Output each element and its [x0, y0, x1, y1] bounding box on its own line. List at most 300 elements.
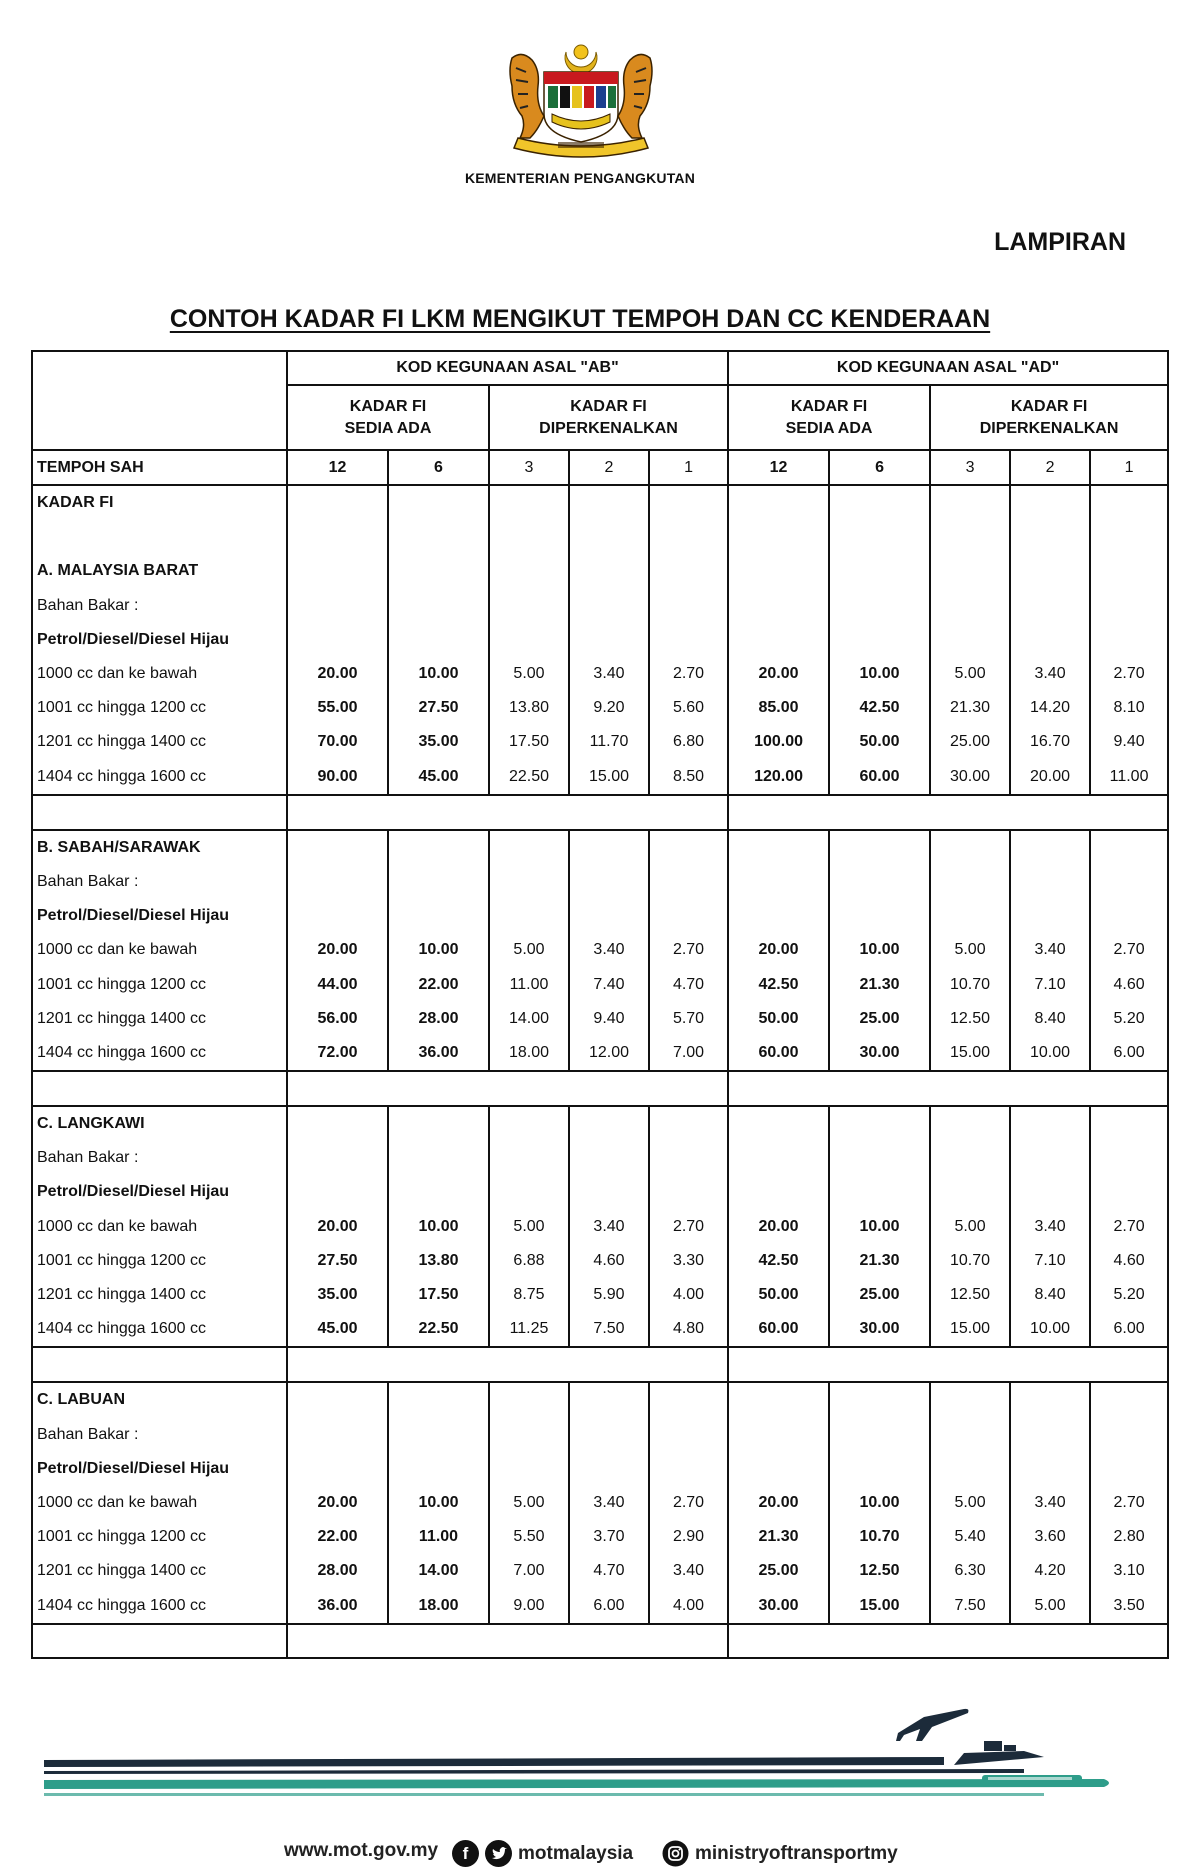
empty-cell — [728, 1106, 829, 1141]
fee-value-cell: 5.20 — [1090, 1002, 1168, 1036]
fee-value-cell: 9.40 — [1090, 725, 1168, 759]
fee-value-cell: 42.50 — [829, 691, 930, 725]
empty-cell — [489, 1141, 569, 1175]
empty-cell — [388, 1175, 489, 1209]
empty-cell — [287, 1141, 388, 1175]
section-info-row — [32, 865, 1168, 899]
fee-value-cell: 2.70 — [649, 1210, 728, 1244]
fee-value-cell: 30.00 — [829, 1312, 930, 1347]
section-info-row — [32, 1418, 1168, 1452]
fee-value-cell: 3.30 — [649, 1244, 728, 1278]
empty-cell — [569, 1106, 649, 1141]
empty-cell — [1090, 899, 1168, 933]
empty-cell — [489, 554, 569, 588]
empty-cell — [1090, 1106, 1168, 1141]
fee-value-cell: 10.00 — [388, 1210, 489, 1244]
facebook-icon[interactable]: f — [452, 1840, 479, 1867]
fee-value-cell: 5.70 — [649, 1002, 728, 1036]
fee-value-cell: 10.70 — [930, 1244, 1010, 1278]
fee-value-cell: 3.40 — [1010, 1486, 1090, 1520]
fee-value-cell: 7.00 — [489, 1554, 569, 1588]
empty-cell — [287, 623, 388, 657]
fee-value-cell: 2.80 — [1090, 1520, 1168, 1554]
fee-rate-table — [31, 350, 1169, 1659]
table-row — [32, 725, 1168, 759]
fee-value-cell: 5.00 — [489, 1210, 569, 1244]
fee-value-cell: 11.70 — [569, 725, 649, 759]
table-row — [32, 1520, 1168, 1554]
fee-value-cell: 45.00 — [388, 760, 489, 795]
empty-cell — [649, 485, 728, 520]
spacer-cell — [728, 1624, 1168, 1658]
fee-value-cell: 3.60 — [1010, 1520, 1090, 1554]
fee-value-cell: 9.00 — [489, 1588, 569, 1623]
fee-value-cell: 70.00 — [287, 725, 388, 759]
empty-cell — [287, 1106, 388, 1141]
fee-value-cell: 21.30 — [829, 1244, 930, 1278]
fee-value-cell: 13.80 — [489, 691, 569, 725]
fee-value-cell: 3.40 — [1010, 657, 1090, 691]
empty-cell — [649, 1382, 728, 1417]
empty-cell — [1090, 865, 1168, 899]
fee-value-cell: 35.00 — [287, 1278, 388, 1312]
empty-cell — [728, 830, 829, 865]
empty-cell — [287, 554, 388, 588]
empty-cell — [930, 589, 1010, 623]
fee-value-cell: 9.20 — [569, 691, 649, 725]
ministry-name: KEMENTERIAN PENGANGKUTAN — [464, 170, 696, 186]
period-cell: 3 — [930, 450, 1010, 485]
empty-cell — [569, 589, 649, 623]
empty-cell — [829, 1175, 930, 1209]
empty-cell — [728, 1382, 829, 1417]
fee-value-cell: 60.00 — [728, 1036, 829, 1071]
empty-cell — [930, 623, 1010, 657]
fee-value-cell: 5.60 — [649, 691, 728, 725]
empty-cell — [829, 1382, 930, 1417]
fee-value-cell: 11.00 — [388, 1520, 489, 1554]
social-handle-text: motmalaysia — [518, 1842, 634, 1864]
period-cell: 12 — [287, 450, 388, 485]
table-row — [32, 1486, 1168, 1520]
fee-value-cell: 4.60 — [1090, 1244, 1168, 1278]
fuel-label: Bahan Bakar : — [32, 865, 287, 899]
fee-value-cell: 2.70 — [1090, 1210, 1168, 1244]
fee-value-cell: 27.50 — [287, 1244, 388, 1278]
spacer-cell — [287, 1624, 728, 1658]
empty-cell — [930, 1418, 1010, 1452]
fuel-type: Petrol/Diesel/Diesel Hijau — [32, 1175, 287, 1209]
section-title: C. LABUAN — [32, 1382, 287, 1417]
fee-value-cell: 2.70 — [1090, 933, 1168, 967]
section-spacer-row — [32, 1071, 1168, 1106]
section-header-row — [32, 1106, 1168, 1141]
fee-value-cell: 3.40 — [649, 1554, 728, 1588]
empty-cell — [489, 865, 569, 899]
fee-value-cell: 2.70 — [649, 933, 728, 967]
fee-value-cell: 12.50 — [930, 1278, 1010, 1312]
cc-range-label: 1404 cc hingga 1600 cc — [32, 1312, 287, 1347]
fee-value-cell: 21.30 — [829, 967, 930, 1001]
fee-value-cell: 10.00 — [388, 657, 489, 691]
empty-cell — [1010, 520, 1090, 554]
empty-cell — [388, 485, 489, 520]
fee-value-cell: 30.00 — [930, 760, 1010, 795]
fee-value-cell: 90.00 — [287, 760, 388, 795]
fee-value-cell: 72.00 — [287, 1036, 388, 1071]
fee-value-cell: 16.70 — [1010, 725, 1090, 759]
fee-value-cell: 60.00 — [829, 760, 930, 795]
website-link[interactable] — [284, 1840, 438, 1862]
ab-sedia-ada-header: KADAR FI SEDIA ADA — [287, 385, 489, 450]
empty-cell — [649, 865, 728, 899]
empty-cell — [569, 554, 649, 588]
empty-cell — [1010, 1418, 1090, 1452]
twitter-icon[interactable] — [485, 1840, 512, 1867]
empty-cell — [728, 899, 829, 933]
empty-cell — [728, 554, 829, 588]
tempoh-sah-row — [32, 450, 1168, 485]
period-cell: 2 — [569, 450, 649, 485]
fee-value-cell: 85.00 — [728, 691, 829, 725]
section-spacer-row — [32, 1347, 1168, 1382]
fee-value-cell: 4.80 — [649, 1312, 728, 1347]
spacer-cell — [32, 1071, 287, 1106]
fee-value-cell: 4.70 — [649, 967, 728, 1001]
fee-value-cell: 55.00 — [287, 691, 388, 725]
fee-value-cell: 5.00 — [930, 657, 1010, 691]
fee-value-cell: 17.50 — [388, 1278, 489, 1312]
table-row — [32, 1278, 1168, 1312]
fee-value-cell: 14.00 — [489, 1002, 569, 1036]
table-row — [32, 1554, 1168, 1588]
empty-cell — [829, 589, 930, 623]
fee-value-cell: 30.00 — [728, 1588, 829, 1623]
fee-value-cell: 22.00 — [388, 967, 489, 1001]
empty-cell — [930, 1141, 1010, 1175]
cc-range-label: 1201 cc hingga 1400 cc — [32, 1554, 287, 1588]
fee-value-cell: 2.90 — [649, 1520, 728, 1554]
fee-value-cell: 3.10 — [1090, 1554, 1168, 1588]
empty-cell — [728, 623, 829, 657]
website-text: www.mot.gov.my — [284, 1840, 439, 1861]
fee-value-cell: 4.20 — [1010, 1554, 1090, 1588]
section-header-row — [32, 1382, 1168, 1417]
fee-value-cell: 8.50 — [649, 760, 728, 795]
fee-value-cell: 27.50 — [388, 691, 489, 725]
train-icon — [982, 1775, 1082, 1783]
spacer-cell — [32, 795, 287, 830]
period-cell: 2 — [1010, 450, 1090, 485]
section-header-row — [32, 485, 1168, 520]
spacer-cell — [287, 1071, 728, 1106]
empty-cell — [1090, 1418, 1168, 1452]
fee-value-cell: 3.40 — [569, 1486, 649, 1520]
period-cell: 6 — [829, 450, 930, 485]
fee-value-cell: 3.40 — [569, 1210, 649, 1244]
empty-cell — [829, 1106, 930, 1141]
empty-cell — [649, 899, 728, 933]
transport-banner-graphic — [44, 1705, 1124, 1805]
empty-cell — [649, 554, 728, 588]
fee-value-cell: 6.00 — [1090, 1036, 1168, 1071]
empty-cell — [489, 1106, 569, 1141]
social-links[interactable] — [452, 1840, 633, 1867]
table-row — [32, 1210, 1168, 1244]
table-row — [32, 1244, 1168, 1278]
fee-value-cell: 45.00 — [287, 1312, 388, 1347]
ad-sedia-ada-header: KADAR FI SEDIA ADA — [728, 385, 930, 450]
fee-value-cell: 18.00 — [489, 1036, 569, 1071]
fee-value-cell: 22.50 — [388, 1312, 489, 1347]
spacer-cell — [32, 1347, 287, 1382]
cc-range-label: 1201 cc hingga 1400 cc — [32, 725, 287, 759]
empty-cell — [930, 554, 1010, 588]
empty-cell — [728, 1175, 829, 1209]
section-info-row — [32, 1141, 1168, 1175]
section-title: B. SABAH/SARAWAK — [32, 830, 287, 865]
empty-cell — [489, 1382, 569, 1417]
fee-value-cell: 21.30 — [930, 691, 1010, 725]
fee-value-cell: 6.00 — [569, 1588, 649, 1623]
empty-cell — [1090, 1382, 1168, 1417]
fee-value-cell: 22.00 — [287, 1520, 388, 1554]
fee-value-cell: 20.00 — [287, 1486, 388, 1520]
empty-cell — [287, 1382, 388, 1417]
empty-cell — [728, 1452, 829, 1486]
empty-cell — [1010, 1382, 1090, 1417]
fee-value-cell: 4.00 — [649, 1278, 728, 1312]
empty-cell — [388, 554, 489, 588]
fee-value-cell: 12.50 — [829, 1554, 930, 1588]
tempoh-sah-label: TEMPOH SAH — [32, 450, 287, 485]
empty-cell — [649, 1418, 728, 1452]
empty-cell — [1010, 589, 1090, 623]
spacer-cell — [287, 1347, 728, 1382]
empty-cell — [930, 520, 1010, 554]
fee-value-cell: 5.50 — [489, 1520, 569, 1554]
fee-value-cell: 50.00 — [829, 725, 930, 759]
empty-cell — [287, 589, 388, 623]
section-title: C. LANGKAWI — [32, 1106, 287, 1141]
fee-value-cell: 5.00 — [489, 933, 569, 967]
empty-cell — [1010, 1175, 1090, 1209]
fee-value-cell: 15.00 — [829, 1588, 930, 1623]
fee-value-cell: 10.00 — [1010, 1036, 1090, 1071]
table-row — [32, 1036, 1168, 1071]
empty-cell — [1090, 520, 1168, 554]
empty-cell — [287, 830, 388, 865]
fee-value-cell: 20.00 — [287, 657, 388, 691]
fee-value-cell: 3.40 — [569, 657, 649, 691]
empty-cell — [388, 1452, 489, 1486]
fuel-label: Bahan Bakar : — [32, 1418, 287, 1452]
spacer-cell — [728, 1071, 1168, 1106]
cc-range-label: 1000 cc dan ke bawah — [32, 1210, 287, 1244]
empty-cell — [388, 899, 489, 933]
table-row — [32, 691, 1168, 725]
fee-value-cell: 18.00 — [388, 1588, 489, 1623]
document-title: CONTOH KADAR FI LKM MENGIKUT TEMPOH DAN CC KENDERAAN — [169, 305, 991, 333]
ship-icon — [954, 1741, 1044, 1765]
fee-value-cell: 7.10 — [1010, 1244, 1090, 1278]
empty-cell — [1090, 1141, 1168, 1175]
fee-value-cell: 8.10 — [1090, 691, 1168, 725]
empty-cell — [388, 520, 489, 554]
fee-value-cell: 10.00 — [388, 933, 489, 967]
empty-cell — [649, 520, 728, 554]
fee-value-cell: 56.00 — [287, 1002, 388, 1036]
period-cell: 12 — [728, 450, 829, 485]
empty-cell — [1090, 554, 1168, 588]
section-spacer-row — [32, 795, 1168, 830]
group-ab-header: KOD KEGUNAAN ASAL "AB" — [287, 351, 728, 385]
empty-cell — [388, 623, 489, 657]
empty-cell — [569, 1141, 649, 1175]
airplane-icon — [896, 1709, 969, 1741]
empty-cell — [930, 830, 1010, 865]
fee-value-cell: 120.00 — [728, 760, 829, 795]
empty-cell — [388, 1141, 489, 1175]
empty-cell — [930, 865, 1010, 899]
fee-value-cell: 10.00 — [829, 1486, 930, 1520]
empty-cell — [1010, 1452, 1090, 1486]
empty-cell — [388, 1382, 489, 1417]
section-info-row — [32, 1175, 1168, 1209]
section-info-row — [32, 899, 1168, 933]
empty-cell — [1090, 589, 1168, 623]
empty-cell — [1010, 899, 1090, 933]
fee-value-cell: 5.00 — [489, 1486, 569, 1520]
empty-cell — [489, 830, 569, 865]
empty-cell — [649, 623, 728, 657]
section-info-row — [32, 589, 1168, 623]
empty-cell — [728, 1141, 829, 1175]
ad-diperkenalkan-header: KADAR FI DIPERKENALKAN — [930, 385, 1168, 450]
table-row — [32, 933, 1168, 967]
empty-cell — [649, 1106, 728, 1141]
fee-value-cell: 25.00 — [728, 1554, 829, 1588]
fee-value-cell: 5.00 — [489, 657, 569, 691]
fee-value-cell: 20.00 — [728, 657, 829, 691]
section-spacer-row — [32, 1624, 1168, 1658]
period-cell: 1 — [649, 450, 728, 485]
empty-cell — [649, 589, 728, 623]
empty-cell — [829, 1418, 930, 1452]
empty-cell — [728, 1418, 829, 1452]
fee-value-cell: 5.20 — [1090, 1278, 1168, 1312]
empty-cell — [930, 1452, 1010, 1486]
fee-value-cell: 5.00 — [930, 1210, 1010, 1244]
empty-cell — [1090, 1175, 1168, 1209]
empty-cell — [728, 589, 829, 623]
fee-value-cell: 7.50 — [930, 1588, 1010, 1623]
fee-value-cell: 5.40 — [930, 1520, 1010, 1554]
empty-cell — [489, 899, 569, 933]
fee-value-cell: 25.00 — [930, 725, 1010, 759]
cc-range-label: 1404 cc hingga 1600 cc — [32, 760, 287, 795]
empty-cell — [388, 865, 489, 899]
cc-range-label: 1001 cc hingga 1200 cc — [32, 967, 287, 1001]
empty-cell — [287, 899, 388, 933]
fee-value-cell: 8.75 — [489, 1278, 569, 1312]
empty-cell — [829, 865, 930, 899]
empty-cell — [1010, 830, 1090, 865]
table-row — [32, 1312, 1168, 1347]
empty-cell — [829, 830, 930, 865]
instagram-icon[interactable] — [662, 1840, 689, 1867]
empty-cell — [1090, 623, 1168, 657]
fee-value-cell: 36.00 — [287, 1588, 388, 1623]
fee-value-cell: 30.00 — [829, 1036, 930, 1071]
empty-cell — [388, 1106, 489, 1141]
fee-value-cell: 12.00 — [569, 1036, 649, 1071]
fee-value-cell: 2.70 — [1090, 657, 1168, 691]
section-info-row — [32, 554, 1168, 588]
footer-bar — [0, 1840, 1200, 1870]
empty-cell — [728, 485, 829, 520]
empty-cell — [569, 830, 649, 865]
fee-value-cell: 50.00 — [728, 1278, 829, 1312]
fee-value-cell: 35.00 — [388, 725, 489, 759]
fee-value-cell: 25.00 — [829, 1002, 930, 1036]
empty-cell — [1090, 830, 1168, 865]
fee-value-cell: 8.40 — [1010, 1278, 1090, 1312]
spacer-cell — [32, 520, 287, 554]
kadar-fi-label: KADAR FI — [32, 485, 287, 520]
instagram-link[interactable] — [662, 1840, 898, 1867]
fee-value-cell: 4.00 — [649, 1588, 728, 1623]
cc-range-label: 1000 cc dan ke bawah — [32, 657, 287, 691]
empty-cell — [388, 830, 489, 865]
empty-cell — [489, 1452, 569, 1486]
empty-cell — [569, 899, 649, 933]
ab-diperkenalkan-header: KADAR FI DIPERKENALKAN — [489, 385, 728, 450]
empty-cell — [829, 1452, 930, 1486]
fee-value-cell: 10.00 — [388, 1486, 489, 1520]
fee-value-cell: 20.00 — [287, 1210, 388, 1244]
period-cell: 3 — [489, 450, 569, 485]
empty-cell — [287, 520, 388, 554]
empty-cell — [489, 589, 569, 623]
fee-value-cell: 4.70 — [569, 1554, 649, 1588]
empty-cell — [930, 1106, 1010, 1141]
group-header-row — [32, 351, 1168, 385]
appendix-label: LAMPIRAN — [994, 228, 1126, 256]
fee-value-cell: 5.00 — [930, 933, 1010, 967]
fee-value-cell: 5.90 — [569, 1278, 649, 1312]
fee-value-cell: 6.80 — [649, 725, 728, 759]
fee-value-cell: 7.00 — [649, 1036, 728, 1071]
fee-value-cell: 25.00 — [829, 1278, 930, 1312]
fee-value-cell: 42.50 — [728, 967, 829, 1001]
fuel-type: Petrol/Diesel/Diesel Hijau — [32, 899, 287, 933]
empty-cell — [569, 1452, 649, 1486]
fee-value-cell: 10.00 — [1010, 1312, 1090, 1347]
fee-value-cell: 20.00 — [728, 933, 829, 967]
fee-value-cell: 7.10 — [1010, 967, 1090, 1001]
fee-value-cell: 3.70 — [569, 1520, 649, 1554]
instagram-handle-text: ministryoftransportmy — [695, 1842, 898, 1864]
cc-range-label: 1201 cc hingga 1400 cc — [32, 1278, 287, 1312]
fuel-type: Petrol/Diesel/Diesel Hijau — [32, 623, 287, 657]
spacer-cell — [287, 795, 728, 830]
fee-value-cell: 20.00 — [287, 933, 388, 967]
cc-range-label: 1404 cc hingga 1600 cc — [32, 1036, 287, 1071]
table-row — [32, 760, 1168, 795]
empty-cell — [287, 1418, 388, 1452]
fee-value-cell: 12.50 — [930, 1002, 1010, 1036]
